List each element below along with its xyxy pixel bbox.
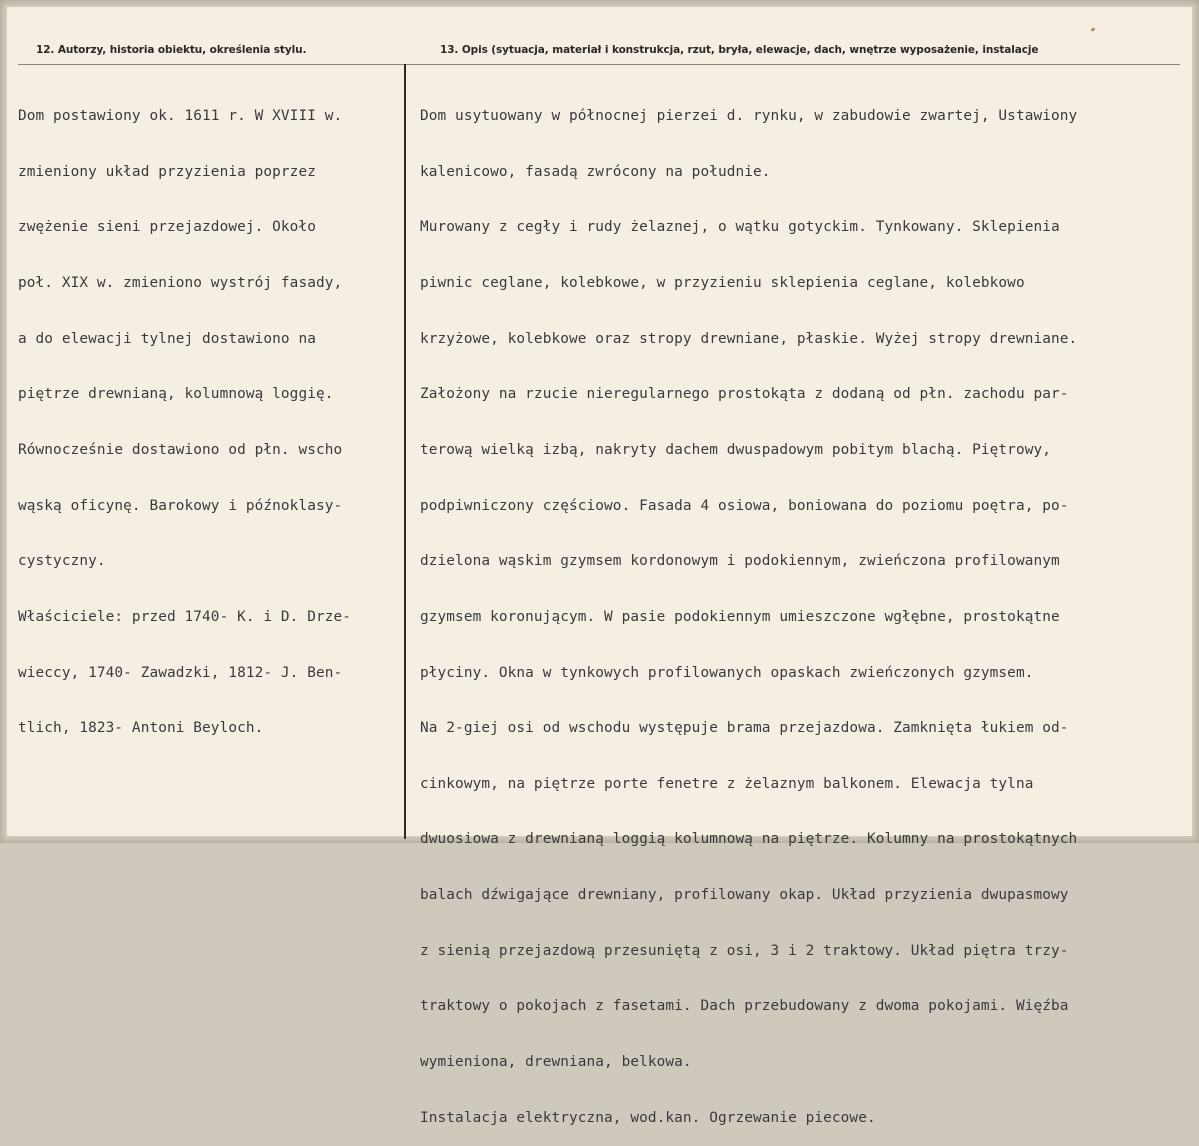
text-line: Dom postawiony ok. 1611 r. W XVIII w. [18, 108, 343, 125]
section12-heading: 12. Autorzy, historia obiektu, określenia stylu. [36, 44, 307, 56]
text-line: z sienią przejazdową przesuniętą z osi, 3 i 2 traktowy. Układ piętra trzy- [420, 942, 1069, 959]
text-line: terową wielką izbą, nakryty dachem dwuspadowym pobitym blachą. Piętrowy, [420, 441, 1051, 458]
text-line: piwnic ceglane, kolebkowe, w przyzieniu sklepienia ceglane, kolebkowo [420, 275, 1025, 292]
text-line: traktowy o pokojach z fasetami. Dach przebudowany z dwoma pokojami. Więźba [420, 998, 1069, 1015]
text-line: gzymsem koronującym. W pasie podokiennym umieszczone wgłębne, prostokątne [420, 608, 1060, 625]
text-line: dwuosiowa z drewnianą loggią kolumnową na piętrze. Kolumny na prostokątnych [420, 831, 1078, 848]
section13-heading: 13. Opis (sytuacja, materiał i konstrukcja, rzut, bryła, elewacje, dach, wnętrze wyposażenie, instalacje [440, 44, 1039, 56]
text-line: Właściciele: przed 1740- K. i D. Drze- [18, 608, 352, 625]
text-line: zmieniony układ przyzienia poprzez [18, 163, 316, 180]
text-line: poł. XIX w. zmieniono wystrój fasady, [18, 275, 343, 292]
header-rule [18, 64, 1180, 65]
text-line: płyciny. Okna w tynkowych profilowanych opaskach zwieńczonych gzymsem. [420, 664, 1034, 681]
text-line: Instalacja elektryczna, wod.kan. Ogrzewanie piecowe. [420, 1109, 876, 1126]
text-line: Dom usytuowany w północnej pierzei d. rynku, w zabudowie zwartej, Ustawiony [420, 108, 1078, 125]
text-line: wymieniona, drewniana, belkowa. [420, 1053, 692, 1070]
text-line: tlich, 1823- Antoni Beyloch. [18, 720, 264, 737]
text-line: podpiwniczony częściowo. Fasada 4 osiowa, boniowana do poziomu poętra, po- [420, 497, 1069, 514]
text-line: cinkowym, na piętrze porte fenetre z żelaznym balkonem. Elewacja tylna [420, 775, 1034, 792]
text-line: a do elewacji tylnej dostawiono na [18, 330, 316, 347]
section12-text [18, 70, 351, 756]
text-line: Na 2-giej osi od wschodu występuje brama przejazdowa. Zamknięta łukiem od- [420, 720, 1069, 737]
text-line: piętrze drewnianą, kolumnową loggię. [18, 386, 334, 403]
text-line: cystyczny. [18, 553, 106, 570]
text-line: wąską oficynę. Barokowy i późnoklasy- [18, 497, 343, 514]
text-line: dzielona wąskim gzymsem kordonowym i podokiennym, zwieńczona profilowanym [420, 553, 1060, 570]
section13-text [420, 70, 1077, 1146]
text-line: Równocześnie dostawiono od płn. wscho [18, 441, 343, 458]
text-line: zwężenie sieni przejazdowej. Około [18, 219, 316, 236]
text-line: Murowany z cegły i rudy żelaznej, o wątku gotyckim. Tynkowany. Sklepienia [420, 219, 1060, 236]
text-line: balach dźwigające drewniany, profilowany okap. Układ przyzienia dwupasmowy [420, 887, 1069, 904]
text-line: Założony na rzucie nieregularnego prostokąta z dodaną od płn. zachodu par- [420, 386, 1069, 403]
column-divider [404, 64, 406, 839]
text-line: krzyżowe, kolebkowe oraz stropy drewniane, płaskie. Wyżej stropy drewniane. [420, 330, 1078, 347]
text-line: wieccy, 1740- Zawadzki, 1812- J. Ben- [18, 664, 343, 681]
text-line: kalenicowo, fasadą zwrócony na południe. [420, 163, 771, 180]
